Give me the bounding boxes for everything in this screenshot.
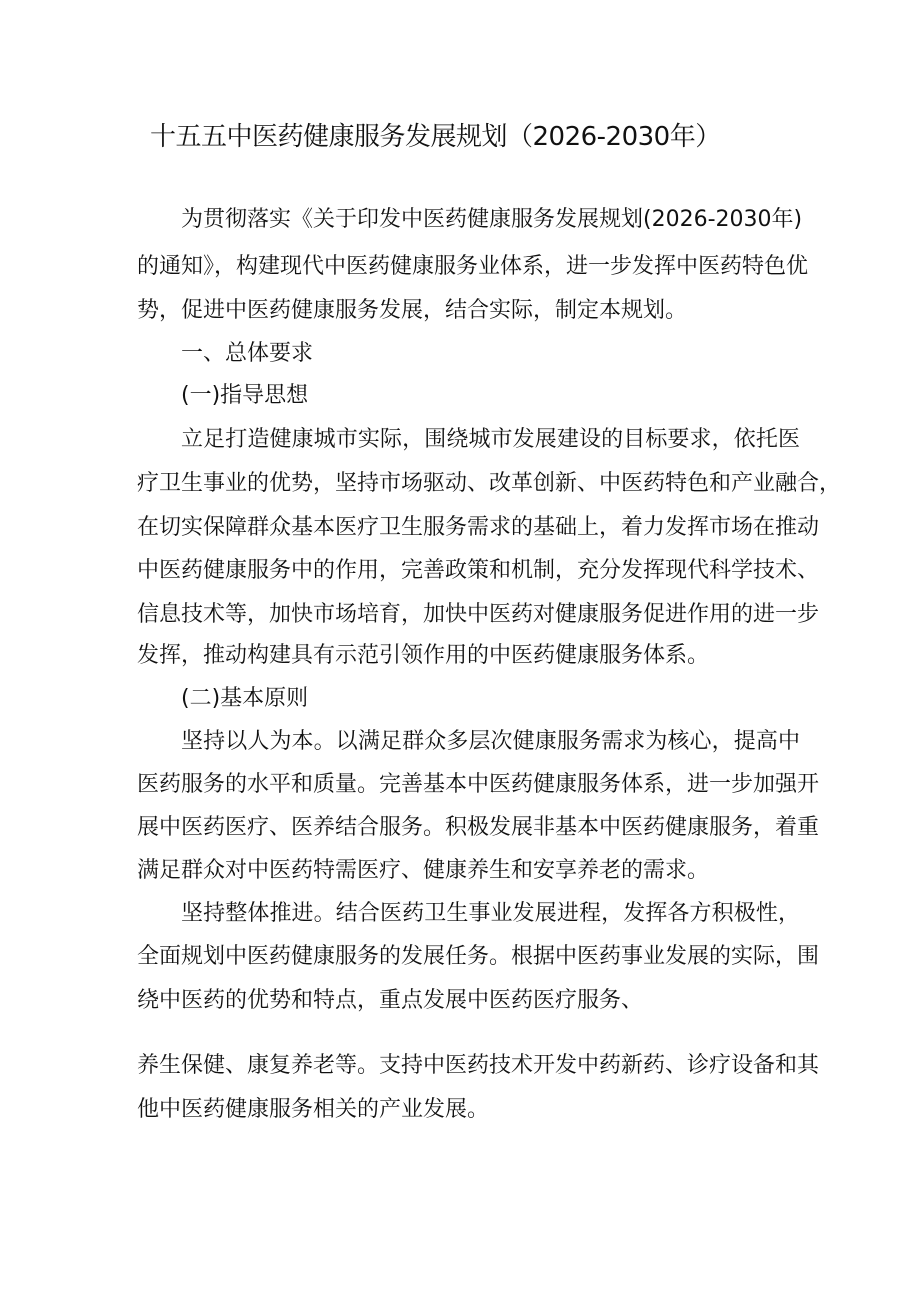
paragraph-line: 养生保健、康复养老等。支持中医药技术开发中药新药、诊疗设备和其	[137, 1053, 820, 1078]
paragraph-line: 疗卫生事业的优势，坚持市场驱动、改革创新、中医药特色和产业融合，	[137, 471, 842, 496]
paragraph-line: 发挥，推动构建具有示范引领作用的中医药健康服务体系。	[137, 643, 710, 668]
paragraph-line: 势，促进中医药健康服务发展，结合实际，制定本规划。	[137, 298, 688, 323]
paragraph-line: 医药服务的水平和质量。完善基本中医药健康服务体系，进一步加强开	[137, 772, 820, 797]
paragraph-line: 绕中医药的优势和特点，重点发展中医药医疗服务、	[137, 988, 644, 1013]
section-heading: (二)基本原则	[181, 686, 309, 711]
paragraph-line: 在切实保障群众基本医疗卫生服务需求的基础上，着力发挥市场在推动	[137, 515, 820, 540]
paragraph-line: 他中医药健康服务相关的产业发展。	[137, 1097, 490, 1122]
paragraph-line: 中医药健康服务中的作用，完善政策和机制，充分发挥现代科学技术、	[137, 558, 820, 583]
section-heading: 一、总体要求	[181, 341, 314, 366]
paragraph-line: 满足群众对中医药特需医疗、健康养生和安享养老的需求。	[137, 858, 710, 883]
section-heading: (一)指导思想	[181, 383, 309, 408]
paragraph-line: 为贯彻落实《关于印发中医药健康服务发展规划(2026-2030年)	[181, 207, 803, 232]
paragraph-line: 的通知》，构建现代中医药健康服务业体系，进一步发挥中医药特色优	[137, 254, 809, 279]
paragraph-line: 展中医药医疗、医养结合服务。积极发展非基本中医药健康服务，着重	[137, 815, 820, 840]
paragraph-line: 全面规划中医药健康服务的发展任务。根据中医药事业发展的实际，围	[137, 944, 820, 969]
paragraph-line: 坚持整体推进。结合医药卫生事业发展进程，发挥各方积极性，	[181, 901, 800, 926]
document-title: 十五五中医药健康服务发展规划（2026-2030年）	[150, 122, 721, 152]
paragraph-line: 立足打造健康城市实际，围绕城市发展建设的目标要求，依托医	[181, 427, 800, 452]
paragraph-line: 信息技术等，加快市场培育，加快中医药对健康服务促进作用的进一步	[137, 602, 820, 627]
paragraph-line: 坚持以人为本。以满足群众多层次健康服务需求为核心，提高中	[181, 729, 800, 754]
